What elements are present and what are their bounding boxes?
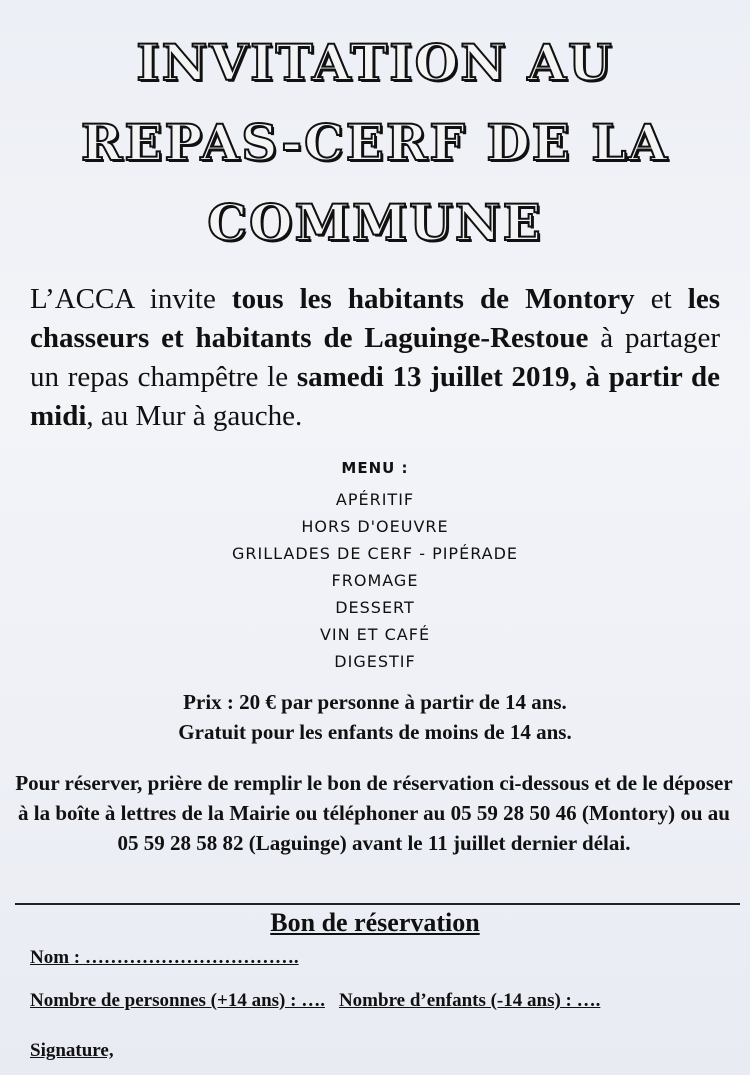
- menu-item: APÉRITIF: [335, 490, 415, 509]
- menu-item: DESSERT: [335, 598, 415, 617]
- intro-laguinge: les chasseurs et habitants de Laguinge-Restoue: [30, 283, 720, 354]
- menu-item: DIGESTIF: [334, 652, 416, 671]
- children-field: Nombre d’enfants (-14 ans) : ….: [338, 990, 601, 1011]
- title-line-1: INVITATION AU: [136, 33, 614, 92]
- menu-heading: MENU :: [341, 459, 409, 477]
- intro-montory: tous les habitants de Montory: [231, 283, 635, 315]
- name-field: Nom : …………………………….: [30, 947, 299, 968]
- intro-date: samedi 13 juillet 2019, à partir de midi: [30, 361, 720, 432]
- intro-text-2: et: [634, 283, 688, 315]
- divider: [15, 903, 740, 905]
- adults-field: Nombre de personnes (+14 ans) : ….: [30, 990, 325, 1011]
- menu-item: FROMAGE: [331, 571, 419, 590]
- title-line-3: COMMUNE: [207, 193, 543, 252]
- reservation-instructions: Pour réserver, prière de remplir le bon de réservation ci-dessous et de le déposer à la boîte à lettres de la Mairie ou téléphoner au 05 59 28 50 46 (Montory) ou au 05 59 28 58 82 (Laguinge) avant le 11 juillet dernier délai.: [15, 771, 733, 855]
- price-line: Prix : 20 € par personne à partir de 14 ans.: [183, 690, 567, 714]
- menu-list: [0, 455, 750, 675]
- intro-text-4: , au Mur à gauche.: [86, 400, 303, 432]
- intro-text-3: à partager un repas champêtre le: [30, 322, 720, 393]
- intro-paragraph: [30, 280, 720, 436]
- menu-item: VIN ET CAFÉ: [319, 625, 431, 644]
- signature-field: Signature,: [30, 1040, 114, 1061]
- count-fields: [30, 990, 600, 1012]
- intro-text-1: L’ACCA invite: [30, 283, 232, 315]
- title-line-2: REPAS-CERF DE LA: [80, 113, 670, 172]
- free-children-line: Gratuit pour les enfants de moins de 14 ans.: [178, 720, 572, 744]
- reservation-form-title: Bon de réservation: [270, 908, 480, 937]
- menu-item: GRILLADES DE CERF - PIPÉRADE: [231, 544, 519, 563]
- menu-item: HORS D'OEUVRE: [301, 517, 449, 536]
